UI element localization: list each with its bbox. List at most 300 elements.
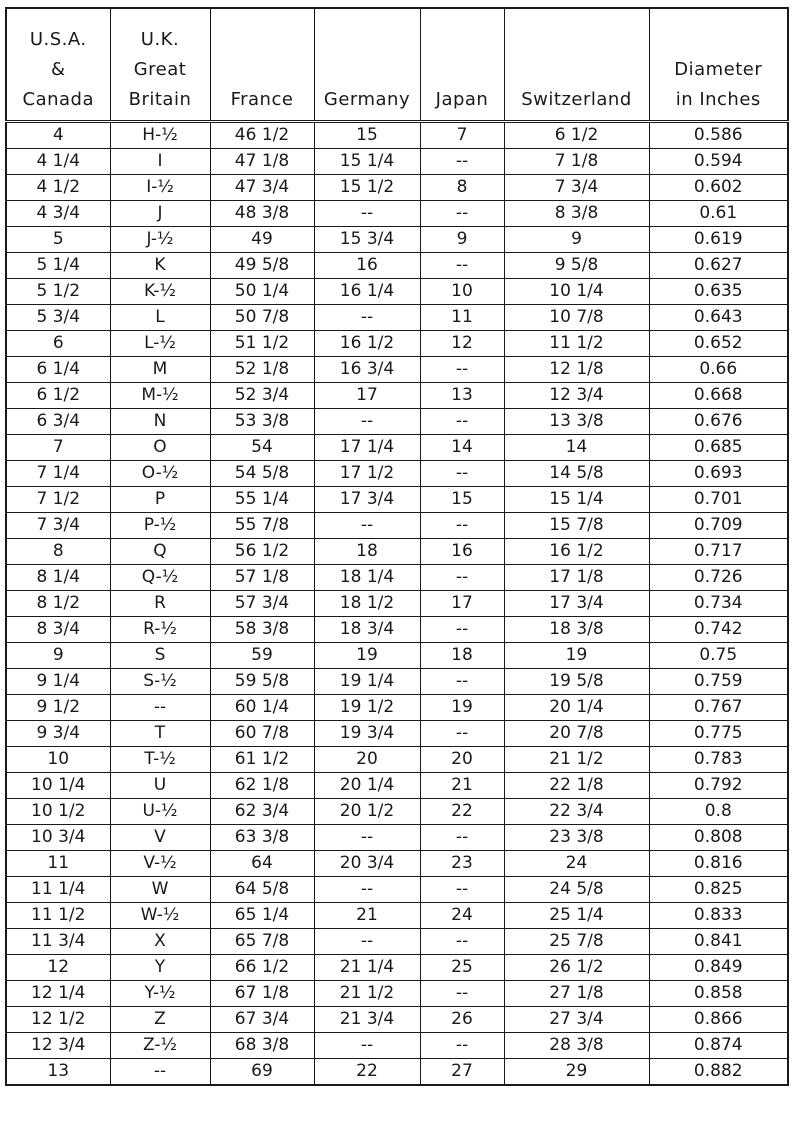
cell-japan: 17 [420,591,504,617]
table-row [6,227,788,253]
cell-germany: -- [314,513,420,539]
cell-diameter: 0.668 [649,383,788,409]
header-japan [420,8,504,122]
cell-diameter: 0.594 [649,149,788,175]
cell-switzerland: 20 7/8 [504,721,649,747]
cell-diameter: 0.792 [649,773,788,799]
table-row [6,435,788,461]
cell-uk: K [110,253,210,279]
table-row [6,201,788,227]
cell-diameter: 0.734 [649,591,788,617]
table-row [6,1007,788,1033]
cell-uk: L [110,305,210,331]
cell-switzerland: 10 7/8 [504,305,649,331]
cell-germany: 16 3/4 [314,357,420,383]
table-row [6,149,788,175]
cell-switzerland: 27 3/4 [504,1007,649,1033]
cell-switzerland: 15 7/8 [504,513,649,539]
header-line: U.K. [140,29,180,50]
cell-usa-canada: 7 1/2 [6,487,110,513]
cell-japan: 24 [420,903,504,929]
cell-switzerland: 17 1/8 [504,565,649,591]
cell-uk: -- [110,695,210,721]
cell-diameter: 0.833 [649,903,788,929]
table-header [6,8,788,122]
cell-germany: 19 3/4 [314,721,420,747]
cell-japan: 26 [420,1007,504,1033]
cell-france: 47 1/8 [210,149,314,175]
cell-usa-canada: 4 1/2 [6,175,110,201]
cell-switzerland: 19 5/8 [504,669,649,695]
cell-japan: -- [420,721,504,747]
table-row [6,331,788,357]
table-row [6,122,788,149]
cell-japan: -- [420,409,504,435]
table-row [6,487,788,513]
cell-diameter: 0.742 [649,617,788,643]
header-usa-canada [6,8,110,122]
table-row [6,565,788,591]
cell-uk: Z-½ [110,1033,210,1059]
table-row [6,851,788,877]
cell-uk: O-½ [110,461,210,487]
cell-japan: 25 [420,955,504,981]
table-body [6,122,788,1086]
table-row [6,747,788,773]
table-row [6,877,788,903]
cell-france: 52 3/4 [210,383,314,409]
cell-diameter: 0.685 [649,435,788,461]
table-row [6,383,788,409]
cell-japan: -- [420,357,504,383]
cell-germany: 20 1/4 [314,773,420,799]
cell-france: 46 1/2 [210,122,314,149]
cell-uk: I [110,149,210,175]
cell-uk: V-½ [110,851,210,877]
cell-germany: 15 1/2 [314,175,420,201]
cell-switzerland: 21 1/2 [504,747,649,773]
cell-usa-canada: 9 1/2 [6,695,110,721]
cell-usa-canada: 10 [6,747,110,773]
cell-germany: 18 1/4 [314,565,420,591]
cell-diameter: 0.75 [649,643,788,669]
cell-germany: 19 [314,643,420,669]
cell-uk: -- [110,1059,210,1086]
cell-diameter: 0.602 [649,175,788,201]
cell-diameter: 0.841 [649,929,788,955]
cell-japan: -- [420,253,504,279]
cell-switzerland: 7 3/4 [504,175,649,201]
cell-usa-canada: 4 3/4 [6,201,110,227]
cell-diameter: 0.709 [649,513,788,539]
cell-diameter: 0.783 [649,747,788,773]
cell-diameter: 0.586 [649,122,788,149]
cell-diameter: 0.882 [649,1059,788,1086]
cell-usa-canada: 10 3/4 [6,825,110,851]
table-row [6,539,788,565]
cell-diameter: 0.726 [649,565,788,591]
cell-germany: 15 [314,122,420,149]
cell-diameter: 0.717 [649,539,788,565]
cell-germany: 19 1/2 [314,695,420,721]
cell-japan: -- [420,1033,504,1059]
cell-switzerland: 29 [504,1059,649,1086]
cell-france: 55 7/8 [210,513,314,539]
cell-germany: 16 1/2 [314,331,420,357]
cell-usa-canada: 6 [6,331,110,357]
cell-japan: 15 [420,487,504,513]
cell-uk: R [110,591,210,617]
cell-usa-canada: 9 3/4 [6,721,110,747]
cell-switzerland: 22 3/4 [504,799,649,825]
cell-diameter: 0.808 [649,825,788,851]
cell-uk: U [110,773,210,799]
cell-usa-canada: 9 [6,643,110,669]
cell-usa-canada: 7 1/4 [6,461,110,487]
cell-france: 65 7/8 [210,929,314,955]
cell-germany: 18 3/4 [314,617,420,643]
cell-france: 64 5/8 [210,877,314,903]
cell-germany: 21 1/2 [314,981,420,1007]
cell-france: 65 1/4 [210,903,314,929]
cell-germany: -- [314,201,420,227]
cell-diameter: 0.858 [649,981,788,1007]
cell-germany: -- [314,1033,420,1059]
cell-germany: 15 3/4 [314,227,420,253]
cell-france: 69 [210,1059,314,1086]
cell-japan: 18 [420,643,504,669]
cell-japan: -- [420,825,504,851]
cell-france: 57 1/8 [210,565,314,591]
cell-germany: -- [314,305,420,331]
cell-switzerland: 20 1/4 [504,695,649,721]
table-row [6,825,788,851]
header-switzerland [504,8,649,122]
cell-switzerland: 9 [504,227,649,253]
cell-usa-canada: 7 3/4 [6,513,110,539]
cell-germany: 21 [314,903,420,929]
cell-uk: K-½ [110,279,210,305]
cell-france: 49 [210,227,314,253]
cell-germany: 17 3/4 [314,487,420,513]
cell-france: 60 7/8 [210,721,314,747]
cell-uk: L-½ [110,331,210,357]
cell-japan: 9 [420,227,504,253]
cell-france: 68 3/8 [210,1033,314,1059]
cell-uk: Q-½ [110,565,210,591]
table-row [6,461,788,487]
cell-switzerland: 23 3/8 [504,825,649,851]
cell-diameter: 0.701 [649,487,788,513]
table-row [6,929,788,955]
table-row [6,617,788,643]
cell-switzerland: 27 1/8 [504,981,649,1007]
cell-france: 57 3/4 [210,591,314,617]
cell-germany: 20 [314,747,420,773]
table-row [6,773,788,799]
cell-usa-canada: 8 3/4 [6,617,110,643]
cell-uk: T [110,721,210,747]
table-row [6,981,788,1007]
cell-usa-canada: 12 [6,955,110,981]
cell-uk: H-½ [110,122,210,149]
cell-switzerland: 18 3/8 [504,617,649,643]
cell-japan: -- [420,565,504,591]
cell-germany: -- [314,929,420,955]
cell-germany: 22 [314,1059,420,1086]
cell-uk: Y [110,955,210,981]
cell-diameter: 0.874 [649,1033,788,1059]
cell-germany: 19 1/4 [314,669,420,695]
header-line: Great [133,59,187,80]
header-line: Germany [323,89,411,110]
cell-uk: V [110,825,210,851]
cell-usa-canada: 10 1/4 [6,773,110,799]
cell-diameter: 0.635 [649,279,788,305]
cell-usa-canada: 5 1/2 [6,279,110,305]
table-row [6,643,788,669]
cell-japan: 14 [420,435,504,461]
cell-usa-canada: 11 3/4 [6,929,110,955]
cell-switzerland: 8 3/8 [504,201,649,227]
cell-france: 59 5/8 [210,669,314,695]
cell-switzerland: 12 1/8 [504,357,649,383]
cell-uk: Z [110,1007,210,1033]
cell-switzerland: 26 1/2 [504,955,649,981]
cell-usa-canada: 6 1/4 [6,357,110,383]
ring-size-conversion-table [5,7,789,1086]
header-line: Japan [435,89,489,110]
cell-usa-canada: 12 3/4 [6,1033,110,1059]
cell-germany: -- [314,409,420,435]
cell-uk: S [110,643,210,669]
cell-diameter: 0.849 [649,955,788,981]
cell-france: 55 1/4 [210,487,314,513]
header-germany [314,8,420,122]
cell-japan: 22 [420,799,504,825]
cell-switzerland: 6 1/2 [504,122,649,149]
cell-switzerland: 7 1/8 [504,149,649,175]
cell-switzerland: 16 1/2 [504,539,649,565]
cell-usa-canada: 11 1/2 [6,903,110,929]
cell-japan: -- [420,877,504,903]
table-row [6,175,788,201]
table-row [6,903,788,929]
table-row [6,669,788,695]
cell-switzerland: 9 5/8 [504,253,649,279]
cell-japan: 23 [420,851,504,877]
cell-uk: J [110,201,210,227]
cell-japan: 20 [420,747,504,773]
cell-usa-canada: 11 [6,851,110,877]
cell-france: 48 3/8 [210,201,314,227]
cell-france: 56 1/2 [210,539,314,565]
cell-diameter: 0.652 [649,331,788,357]
cell-germany: 20 3/4 [314,851,420,877]
cell-germany: 17 1/4 [314,435,420,461]
table-row [6,357,788,383]
cell-usa-canada: 7 [6,435,110,461]
header-line: Britain [128,89,192,110]
cell-uk: Q [110,539,210,565]
cell-france: 47 3/4 [210,175,314,201]
cell-germany: 21 1/4 [314,955,420,981]
cell-germany: 16 [314,253,420,279]
cell-france: 64 [210,851,314,877]
cell-usa-canada: 8 [6,539,110,565]
cell-uk: X [110,929,210,955]
cell-france: 62 1/8 [210,773,314,799]
cell-switzerland: 22 1/8 [504,773,649,799]
cell-japan: -- [420,461,504,487]
cell-france: 59 [210,643,314,669]
cell-japan: -- [420,513,504,539]
cell-japan: -- [420,669,504,695]
cell-diameter: 0.693 [649,461,788,487]
cell-france: 58 3/8 [210,617,314,643]
cell-usa-canada: 11 1/4 [6,877,110,903]
cell-switzerland: 10 1/4 [504,279,649,305]
cell-diameter: 0.767 [649,695,788,721]
cell-uk: S-½ [110,669,210,695]
table-row [6,1033,788,1059]
table-row [6,279,788,305]
cell-usa-canada: 8 1/2 [6,591,110,617]
table-row [6,305,788,331]
cell-switzerland: 25 1/4 [504,903,649,929]
cell-japan: 13 [420,383,504,409]
header-line: France [230,89,294,110]
cell-france: 62 3/4 [210,799,314,825]
table-row [6,409,788,435]
cell-usa-canada: 5 [6,227,110,253]
cell-france: 51 1/2 [210,331,314,357]
cell-uk: T-½ [110,747,210,773]
cell-usa-canada: 9 1/4 [6,669,110,695]
cell-switzerland: 28 3/8 [504,1033,649,1059]
cell-usa-canada: 4 1/4 [6,149,110,175]
cell-diameter: 0.816 [649,851,788,877]
cell-japan: -- [420,929,504,955]
cell-france: 52 1/8 [210,357,314,383]
table-row [6,799,788,825]
cell-germany: 21 3/4 [314,1007,420,1033]
cell-switzerland: 19 [504,643,649,669]
cell-diameter: 0.866 [649,1007,788,1033]
cell-usa-canada: 8 1/4 [6,565,110,591]
cell-france: 66 1/2 [210,955,314,981]
cell-switzerland: 12 3/4 [504,383,649,409]
cell-diameter: 0.619 [649,227,788,253]
header-diameter-in-inches [649,8,788,122]
table-row [6,721,788,747]
cell-switzerland: 14 5/8 [504,461,649,487]
cell-france: 67 3/4 [210,1007,314,1033]
cell-usa-canada: 12 1/4 [6,981,110,1007]
cell-uk: N [110,409,210,435]
cell-japan: -- [420,201,504,227]
header-france [210,8,314,122]
cell-switzerland: 17 3/4 [504,591,649,617]
cell-japan: 12 [420,331,504,357]
cell-usa-canada: 13 [6,1059,110,1086]
table-row [6,591,788,617]
cell-japan: -- [420,617,504,643]
cell-japan: 21 [420,773,504,799]
header-line: Switzerland [521,89,632,110]
cell-germany: 18 1/2 [314,591,420,617]
cell-germany: 15 1/4 [314,149,420,175]
cell-france: 54 [210,435,314,461]
cell-uk: W [110,877,210,903]
cell-france: 67 1/8 [210,981,314,1007]
cell-france: 50 1/4 [210,279,314,305]
cell-france: 61 1/2 [210,747,314,773]
cell-uk: M-½ [110,383,210,409]
cell-diameter: 0.825 [649,877,788,903]
table-row [6,955,788,981]
cell-france: 53 3/8 [210,409,314,435]
cell-usa-canada: 6 1/2 [6,383,110,409]
cell-switzerland: 14 [504,435,649,461]
cell-germany: -- [314,877,420,903]
cell-germany: 17 [314,383,420,409]
cell-france: 60 1/4 [210,695,314,721]
cell-uk: J-½ [110,227,210,253]
cell-usa-canada: 12 1/2 [6,1007,110,1033]
cell-japan: -- [420,981,504,1007]
cell-uk: P-½ [110,513,210,539]
table-row [6,1059,788,1086]
cell-usa-canada: 5 3/4 [6,305,110,331]
cell-uk: Y-½ [110,981,210,1007]
cell-usa-canada: 4 [6,122,110,149]
table-row [6,695,788,721]
cell-switzerland: 24 5/8 [504,877,649,903]
header-row [6,8,788,122]
cell-diameter: 0.66 [649,357,788,383]
table-row [6,513,788,539]
cell-diameter: 0.676 [649,409,788,435]
cell-uk: O [110,435,210,461]
cell-germany: 18 [314,539,420,565]
cell-germany: 20 1/2 [314,799,420,825]
cell-diameter: 0.759 [649,669,788,695]
cell-diameter: 0.61 [649,201,788,227]
cell-germany: 17 1/2 [314,461,420,487]
cell-japan: 27 [420,1059,504,1086]
header-uk-great-britain [110,8,210,122]
cell-uk: P [110,487,210,513]
cell-germany: 16 1/4 [314,279,420,305]
cell-switzerland: 15 1/4 [504,487,649,513]
cell-usa-canada: 5 1/4 [6,253,110,279]
header-line: U.S.A. [29,29,87,50]
cell-japan: 11 [420,305,504,331]
cell-switzerland: 24 [504,851,649,877]
cell-diameter: 0.643 [649,305,788,331]
cell-uk: R-½ [110,617,210,643]
cell-uk: W-½ [110,903,210,929]
cell-japan: 19 [420,695,504,721]
cell-usa-canada: 6 3/4 [6,409,110,435]
header-line: in Inches [675,89,761,110]
cell-uk: U-½ [110,799,210,825]
cell-uk: M [110,357,210,383]
cell-diameter: 0.627 [649,253,788,279]
cell-uk: I-½ [110,175,210,201]
cell-germany: -- [314,825,420,851]
